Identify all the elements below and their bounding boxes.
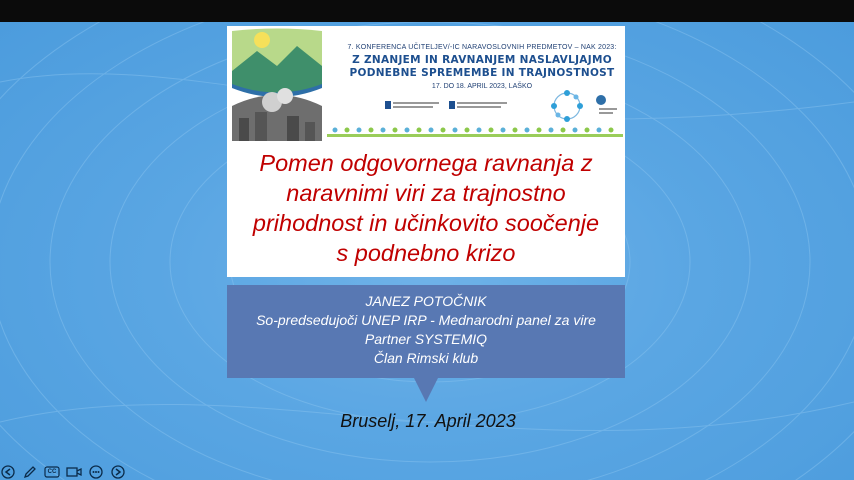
date-place: Bruselj, 17. April 2023 xyxy=(340,411,516,431)
presentation-slide xyxy=(0,22,854,480)
captions-label: CC xyxy=(47,468,57,475)
pen-icon[interactable] xyxy=(22,464,38,480)
back-icon[interactable] xyxy=(0,464,16,480)
speaker-callout xyxy=(227,285,625,378)
slide-title-line: Pomen odgovornega ravnanja z xyxy=(259,150,593,176)
speaker-role: So-predsedujoči UNEP IRP - Mednarodni panel za vire xyxy=(256,312,596,328)
callout-pointer xyxy=(414,378,438,402)
conference-line3: PODNEBNE SPREMEMBE IN TRAJNOSTNOST xyxy=(349,67,615,79)
conference-line2: Z ZNANJEM IN RAVNANJEM NASLAVLJAJMO xyxy=(352,54,612,66)
slideshow-controls xyxy=(0,463,126,480)
slide-title-line: naravnimi viri za trajnostno xyxy=(286,180,566,206)
slide-title-line: prihodnost in učinkovito soočenje xyxy=(252,210,600,236)
slide-title xyxy=(227,148,625,268)
captions-icon[interactable] xyxy=(44,464,60,480)
title-card xyxy=(227,26,625,277)
camera-icon[interactable] xyxy=(66,464,82,480)
top-black-bar xyxy=(0,0,854,22)
conference-text xyxy=(347,44,617,90)
more-icon[interactable] xyxy=(88,464,104,480)
speaker-role: Partner SYSTEMIQ xyxy=(364,331,488,347)
slide-title-line: s podnebno krizo xyxy=(336,240,516,266)
conference-dates: 17. DO 18. APRIL 2023, LAŠKO xyxy=(431,83,533,90)
speaker-role: Član Rimski klub xyxy=(373,350,479,366)
conference-line1: 7. KONFERENCA UČITELJEV/-IC NARAVOSLOVNIH PREDMETOV – NAK 2023: xyxy=(347,44,617,51)
forward-icon[interactable] xyxy=(110,464,126,480)
speaker-name: JANEZ POTOČNIK xyxy=(365,293,487,309)
